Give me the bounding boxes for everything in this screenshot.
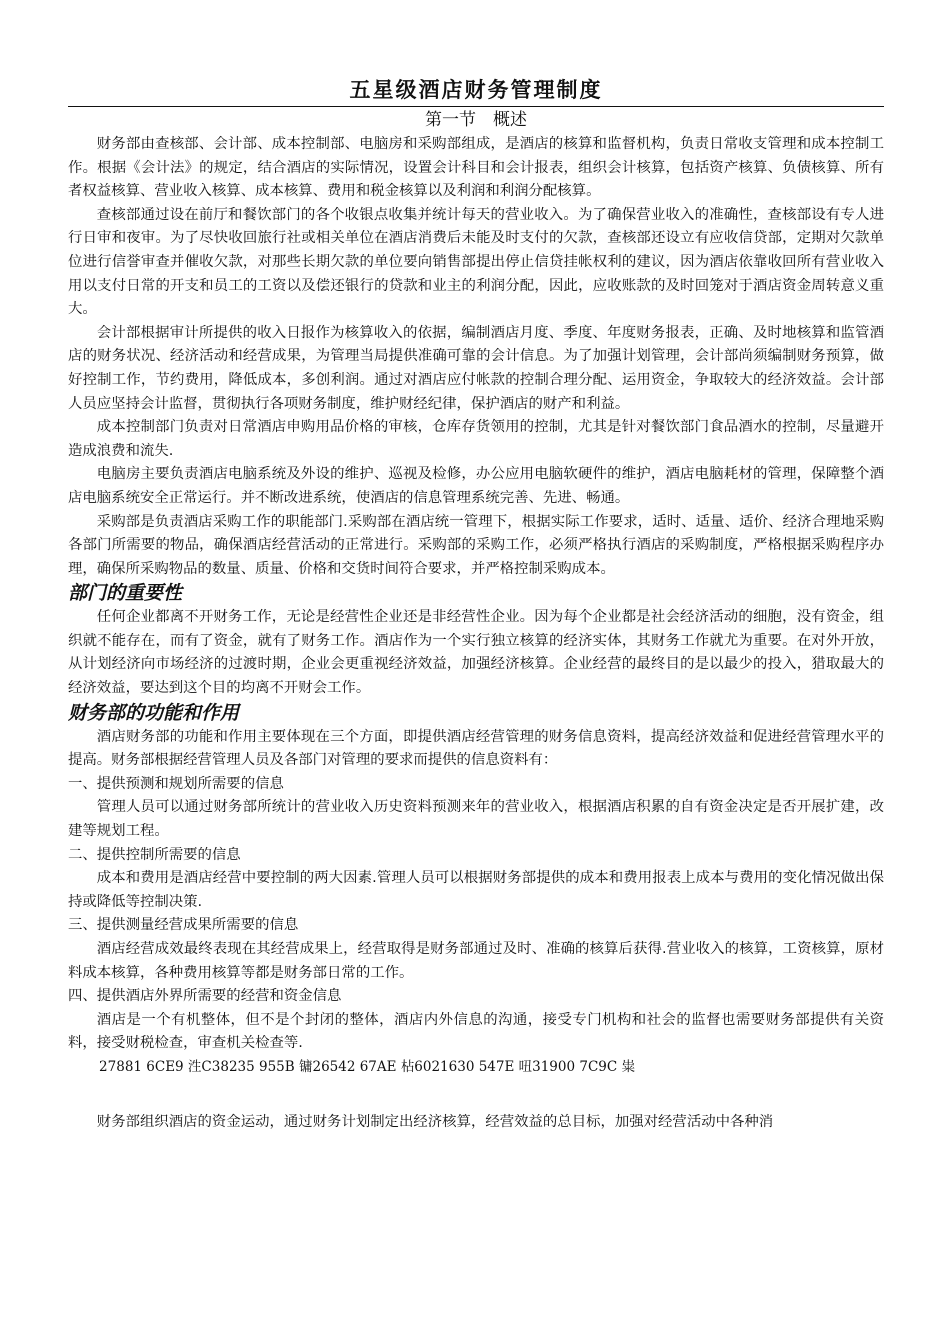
document-page (68, 76, 884, 1134)
list-item-body: 酒店是一个有机整体，但不是个封闭的整体，酒店内外信息的沟通，接受专门机构和社会的监督也需要财务部提供有关资料，接受财税检查，审查机关检查等. (68, 1011, 884, 1052)
paragraph: 成本控制部门负责对日常酒店申购用品价格的审核，仓库存货领用的控制，尤其是针对餐饮部门食品酒水的控制，尽量避开造成浪费和流失. (68, 419, 884, 459)
paragraph: 酒店财务部的功能和作用主要体现在三个方面，即提供酒店经营管理的财务信息资料，提高经济效益和促进经营管理水平的提高。财务部根据经营管理人员及各部门对管理的要求而提供的信息资料有： (68, 728, 884, 769)
document-title: 五星级酒店财务管理制度 (349, 78, 603, 102)
paragraph: 查核部通过设在前厅和餐饮部门的各个收银点收集并统计每天的营业收入。为了确保营业收入的准确性，查核部设有专人进行日审和夜审。为了尽快收回旅行社或相关单位在酒店消费后未能及时支付的欠款，查核部还设立有应收信贷部，定期对欠款单位进行信誉审查并催收欠款，对那些长期欠款的单位要向销售部提出停止信贷挂帐权利的建议，因为酒店依靠收回所有营业收入用以支付日常的开支和员工的工资以及偿还银行的贷款和业主的利润分配，因此，应收账款的及时回笼对于酒店资金周转意义重大。 (68, 206, 884, 318)
paragraph: 任何企业都离不开财务工作，无论是经营性企业还是非经营性企业。因为每个企业都是社会经济活动的细胞，没有资金，组织就不能存在，而有了资金，就有了财务工作。酒店作为一个实行独立核算的经济实体，其财务工作就尤为重要。在对外开放，从计划经济向市场经济的过渡时期，企业会更重视经济效益，加强经济核算。企业经营的最终目的是以最少的投入，猎取最大的经济效益，要达到这个目的均离不开财会工作。 (68, 609, 884, 697)
title-divider (68, 106, 884, 107)
list-item-body: 管理人员可以通过财务部所统计的营业收入历史资料预测来年的营业收入，根据酒店积累的自有资金决定是否开展扩建，改建等规划工程。 (68, 799, 884, 840)
paragraph: 会计部根据审计所提供的收入日报作为核算收入的依据，编制酒店月度、季度、年度财务报表，正确、及时地核算和监管酒店的财务状况、经济活动和经营成果，为管理当局提供准确可靠的会计信息。为了加强计划管理，会计部尚须编制财务预算，做好控制工作，节约费用，降低成本，多创利润。通过对酒店应付帐款的控制合理分配、运用资金，争取较大的经济效益。会计部人员应坚持会计监督，贯彻执行各项财务制度，维护财经纪律，保护酒店的财产和利益。 (68, 324, 884, 412)
list-item-heading: 三、提供测量经营成果所需要的信息 (68, 917, 299, 934)
section-title: 第一节 概述 (425, 110, 527, 130)
list-item-heading: 四、提供酒店外界所需要的经营和资金信息 (68, 988, 342, 1005)
paragraph: 电脑房主要负责酒店电脑系统及外设的维护、巡视及检修，办公应用电脑软硬件的维护，酒店电脑耗材的管理，保障整个酒店电脑系统安全正常运行。并不断改进系统，使酒店的信息管理系统完善、先进、畅通。 (68, 466, 884, 506)
importance-heading: 部门的重要性 (68, 582, 183, 605)
list-item-heading: 一、提供预测和规划所需要的信息 (68, 775, 284, 792)
paragraph: 采购部是负责酒店采购工作的职能部门.采购部在酒店统一管理下，根据实际工作要求，适时、适量、适价、经济合理地采购各部门所需要的物品，确保酒店经营活动的正常进行。采购部的采购工作，必须严格执行酒店的采购制度，严格根据采购程序办理，确保所采购物品的数量、质量、价格和交货时间符合要求，并严格控制采购成本。 (68, 513, 884, 577)
list-item-heading: 二、提供控制所需要的信息 (68, 846, 241, 863)
paragraph: 财务部组织酒店的资金运动，通过财务计划制定出经济核算，经营效益的总目标，加强对经营活动中各种消 (96, 1113, 774, 1130)
paragraph: 财务部由查核部、会计部、成本控制部、电脑房和采购部组成，是酒店的核算和监督机构，负责日常收支管理和成本控制工作。根据《会计法》的规定，结合酒店的实际情况，设置会计科目和会计报表，组织会计核算，包括资产核算、负债核算、所有者权益核算、营业收入核算、成本核算、费用和税金核算以及利润和利润分配核算。 (68, 136, 884, 200)
list-item-body: 成本和费用是酒店经营中要控制的两大因素.管理人员可以根据财务部提供的成本和费用报表上成本与费用的变化情况做出保持或降低等控制决策. (68, 870, 884, 910)
blank-space (68, 1080, 884, 1111)
function-heading: 财务部的功能和作用 (68, 701, 240, 724)
garbled-code-line: 27881 6CE9 泩C38235 955B 镛26542 67AE 枮6021630 547E 吜31900 7C9C 粜 (99, 1058, 635, 1075)
list-item-body: 酒店经营成效最终表现在其经营成果上，经营取得是财务部通过及时、准确的核算后获得.营业收入的核算，工资核算，原材料成本核算，各种费用核算等都是财务部日常的工作。 (68, 941, 884, 981)
